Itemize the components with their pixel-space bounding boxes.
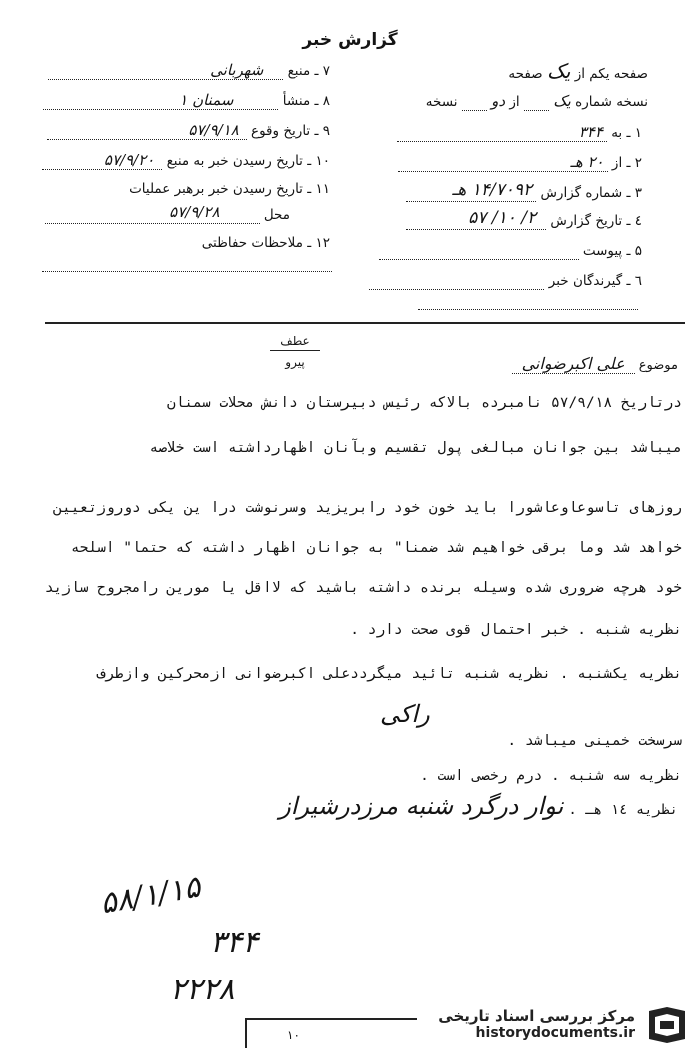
dotted-line — [42, 270, 332, 272]
field-value: شهربانی — [210, 61, 264, 79]
opinion-signature: راکی — [380, 700, 430, 728]
field-value: ۵۷/۹/۲۰ — [103, 151, 155, 169]
field-suffix: صفحه — [508, 66, 543, 82]
field-suffix: نسخه — [425, 94, 458, 110]
field-label: ۳ ـ شماره گزارش — [540, 185, 642, 201]
body-line: خواهد شد وما برقی خواهیم شد ضمنا" به جوانان اظهار داشته که حتما" اسلحه — [70, 540, 682, 556]
field-value: سمنان ۱ — [179, 91, 234, 109]
field-value: یک — [546, 59, 571, 83]
stamp-text: ۱۰ — [287, 1028, 300, 1042]
field-from — [398, 154, 642, 172]
field-value-2: دو — [491, 92, 506, 110]
subject-label: موضوع — [638, 358, 678, 373]
logo-icon — [645, 1005, 689, 1045]
divider — [45, 322, 685, 324]
body-line: میباشد بین جوانان مبالغی پول تقسیم وبآنان اظهارداشته است خلاصه — [149, 440, 682, 456]
page-title: گزارش خبر — [302, 30, 398, 50]
field-operations-date — [129, 180, 330, 198]
field-attachment — [379, 242, 642, 260]
field-label: ۹ ـ تاریخ وقوع — [251, 123, 330, 139]
field-label: محل — [263, 207, 290, 223]
field-receipt-date — [42, 152, 330, 170]
field-report-date — [406, 208, 642, 230]
field-label: ۱ ـ به — [611, 125, 642, 141]
field-copy-number — [426, 92, 648, 111]
field-origin — [43, 92, 330, 110]
field-value: ۱۴/۷۰۹۲ هـ — [452, 180, 533, 200]
field-value: ۲۰ هـ — [570, 153, 604, 171]
final-opinion-text: نوار درگرد شنبه مرزدرشیراز — [279, 792, 564, 820]
field-value: ۵۷/۹/۲۸ — [169, 203, 220, 221]
final-opinion — [279, 792, 678, 820]
body-line: نظریه شنبه . خبر احتمال قوی صحت دارد . — [350, 622, 682, 638]
field-label: صفحه یکم از — [574, 66, 648, 82]
field-place — [45, 203, 290, 224]
final-opinion-prefix: نظریه ۱٤ هـ . — [568, 802, 678, 818]
subject-row — [512, 354, 678, 373]
reference-peyro: پیرو — [285, 355, 305, 369]
field-recipients — [369, 272, 642, 290]
field-label: ۵ ـ پیوست — [582, 243, 642, 259]
field-label: ۷ ـ منبع — [287, 63, 330, 79]
reference-atf: عطف — [270, 334, 320, 351]
field-label: ۸ ـ منشأ — [282, 93, 330, 109]
field-value: ۵۷/۹/۱۸ — [188, 121, 239, 139]
reference-block — [270, 334, 320, 369]
handwritten-number: ۳۴۴ — [210, 925, 259, 960]
field-label: ٦ ـ گیرندگان خبر — [548, 273, 642, 289]
opinion-line: سرسخت خمینی میباشد . — [507, 733, 682, 749]
field-label: ۱۱ ـ تاریخ رسیدن خبر برهبر عملیات — [129, 181, 330, 197]
subject-value: علی اکبرضوانی — [512, 354, 635, 374]
watermark — [405, 1005, 695, 1045]
body-line: درتاریخ ۵۷/۹/۱۸ نامبرده بالاکه رئیس دبیرستان دانش محلات سمنان — [166, 395, 682, 411]
body-line: خود هرچه ضروری شده وسیله برنده داشته باشید که لااقل یا مورین رامجروح سازید — [44, 580, 682, 596]
field-value: یک — [553, 92, 571, 110]
handwritten-number: ۲۲۲۸ — [170, 972, 235, 1007]
field-label: ۲ ـ از — [611, 155, 642, 171]
field-report-number — [406, 180, 642, 202]
field-value: ۳۴۴ — [578, 123, 603, 141]
watermark-text-en: historydocuments.ir — [475, 1025, 635, 1041]
field-source — [48, 62, 330, 80]
body-line: روزهای تاسوعاوعاشورا باید خون خود رابریزید وسرنوشت درا ین یکی دوروزتعیین — [53, 500, 682, 516]
field-label: ۱۰ ـ تاریخ رسیدن خبر به منبع — [166, 153, 330, 169]
field-value: ۲/ ۱۰/ ۵۷ — [468, 208, 537, 228]
field-page — [508, 59, 648, 83]
opinion-line: نظریه یکشنبه . نظریه شنبه تائید میگرددعلی اکبرضوانی ازمحرکین وازطرف — [97, 666, 682, 682]
field-label: ۱۲ ـ ملاحظات حفاظتی — [201, 235, 330, 251]
opinion-line: نظریه سه شنبه . درم رخصی است . — [420, 768, 682, 784]
field-to — [397, 124, 642, 142]
field-mid: از — [509, 94, 520, 110]
watermark-text-fa: مرکز بررسی اسناد تاریخی — [438, 1007, 635, 1025]
field-security-notes — [202, 234, 330, 252]
handwritten-date: ۵۸/۱/۱۵ — [97, 869, 204, 922]
field-label: نسخه شماره — [575, 94, 648, 110]
dotted-line — [418, 308, 638, 310]
field-label: ٤ ـ تاریخ گزارش — [550, 213, 642, 229]
field-occurrence-date — [47, 122, 330, 140]
stamp-fragment — [245, 1018, 417, 1048]
